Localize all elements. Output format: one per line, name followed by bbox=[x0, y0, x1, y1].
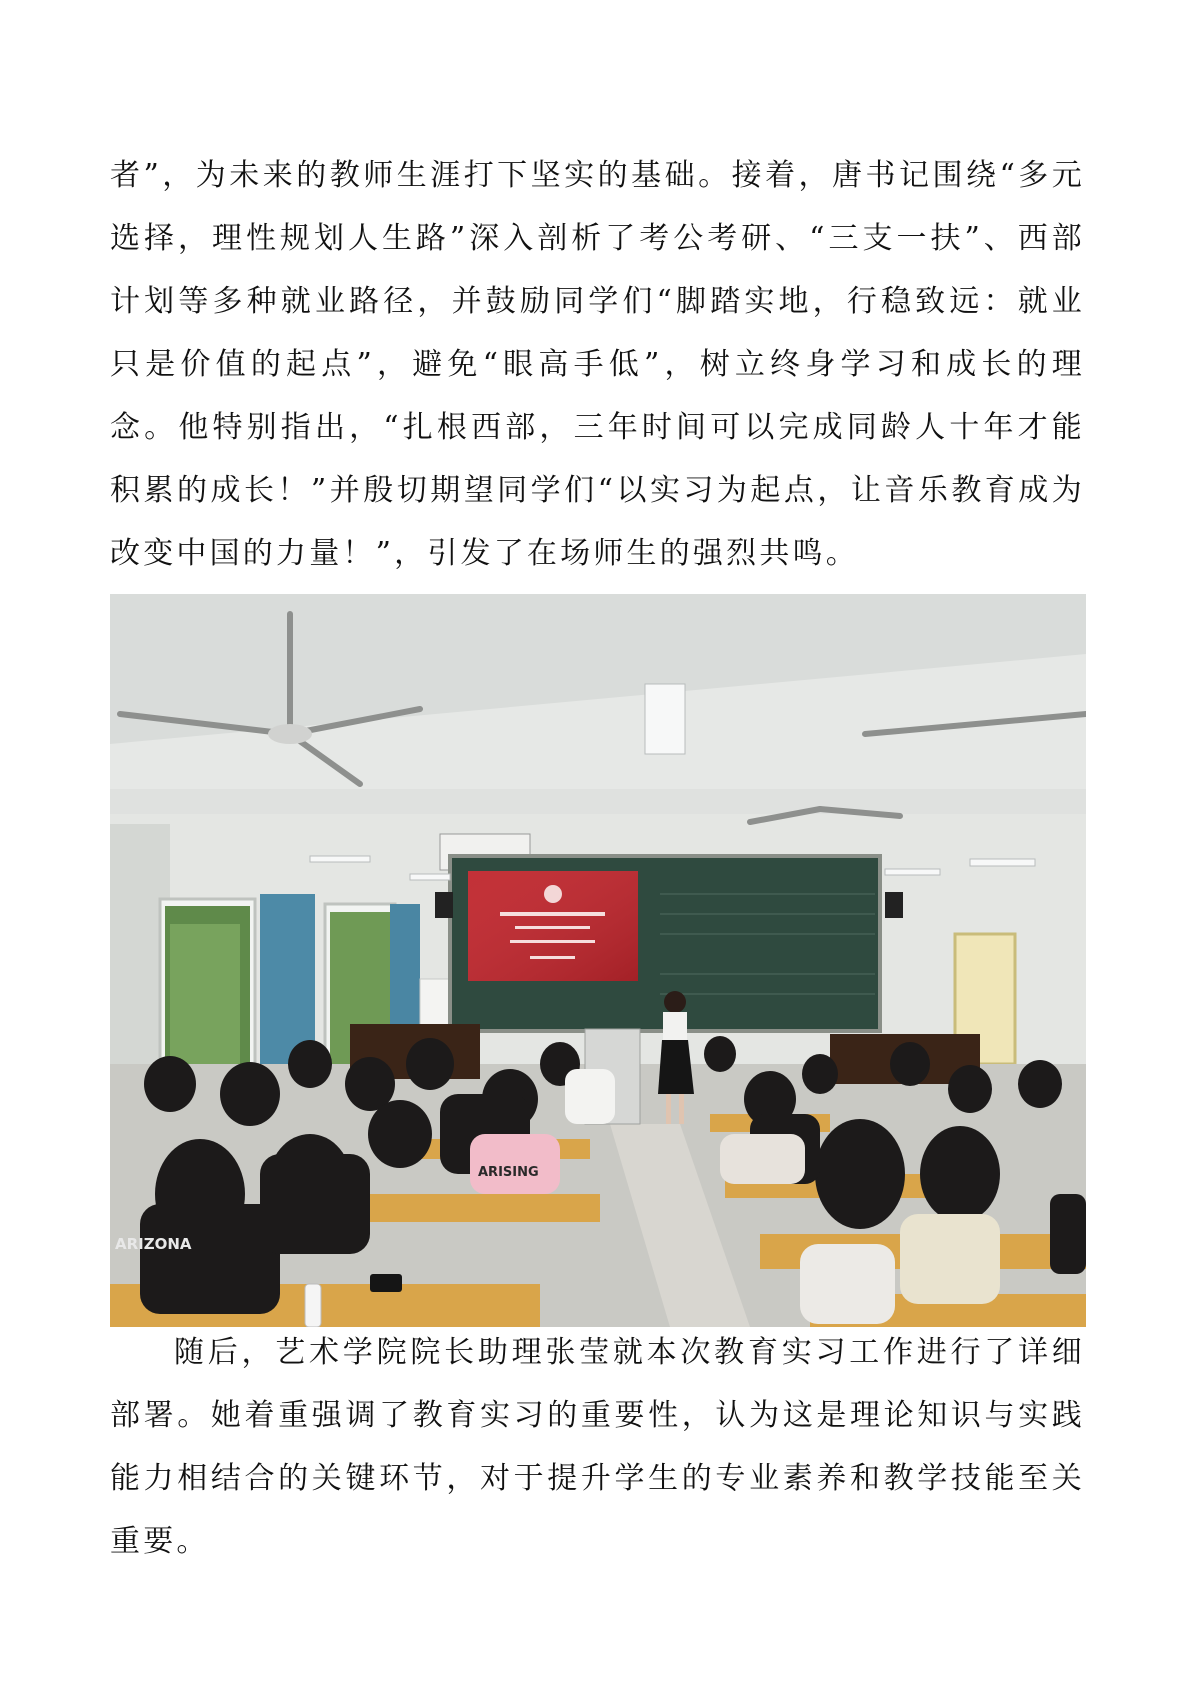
shirt-text-arising: ARISING bbox=[478, 1165, 539, 1180]
classroom-photo bbox=[110, 594, 1086, 1327]
paragraph-2: 随后，艺术学院院长助理张莹就本次教育实习工作进行了详细部署。她着重强调了教育实习的重要性，认为这是理论知识与实践能力相结合的关键环节，对于提升学生的专业素养和教学技能至关重要。 bbox=[110, 1335, 1085, 1559]
shirt-text-arizona: ARIZONA bbox=[115, 1235, 192, 1253]
paragraph-1: 者”，为未来的教师生涯打下坚实的基础。接着，唐书记围绕“多元选择，理性规划人生路”深入剖析了考公考研、“三支一扶”、西部计划等多种就业路径，并鼓励同学们“脚踏实地，行稳致远：就业只是价值的起点”，避免“眼高手低”，树立终身学习和成长的理念。他特别指出，“扎根西部，三年时间可以完成同龄人十年才能积累的成长！”并殷切期望同学们“以实习为起点，让音乐教育成为改变中国的力量！”，引发了在场师生的强烈共鸣。 bbox=[110, 158, 1085, 571]
